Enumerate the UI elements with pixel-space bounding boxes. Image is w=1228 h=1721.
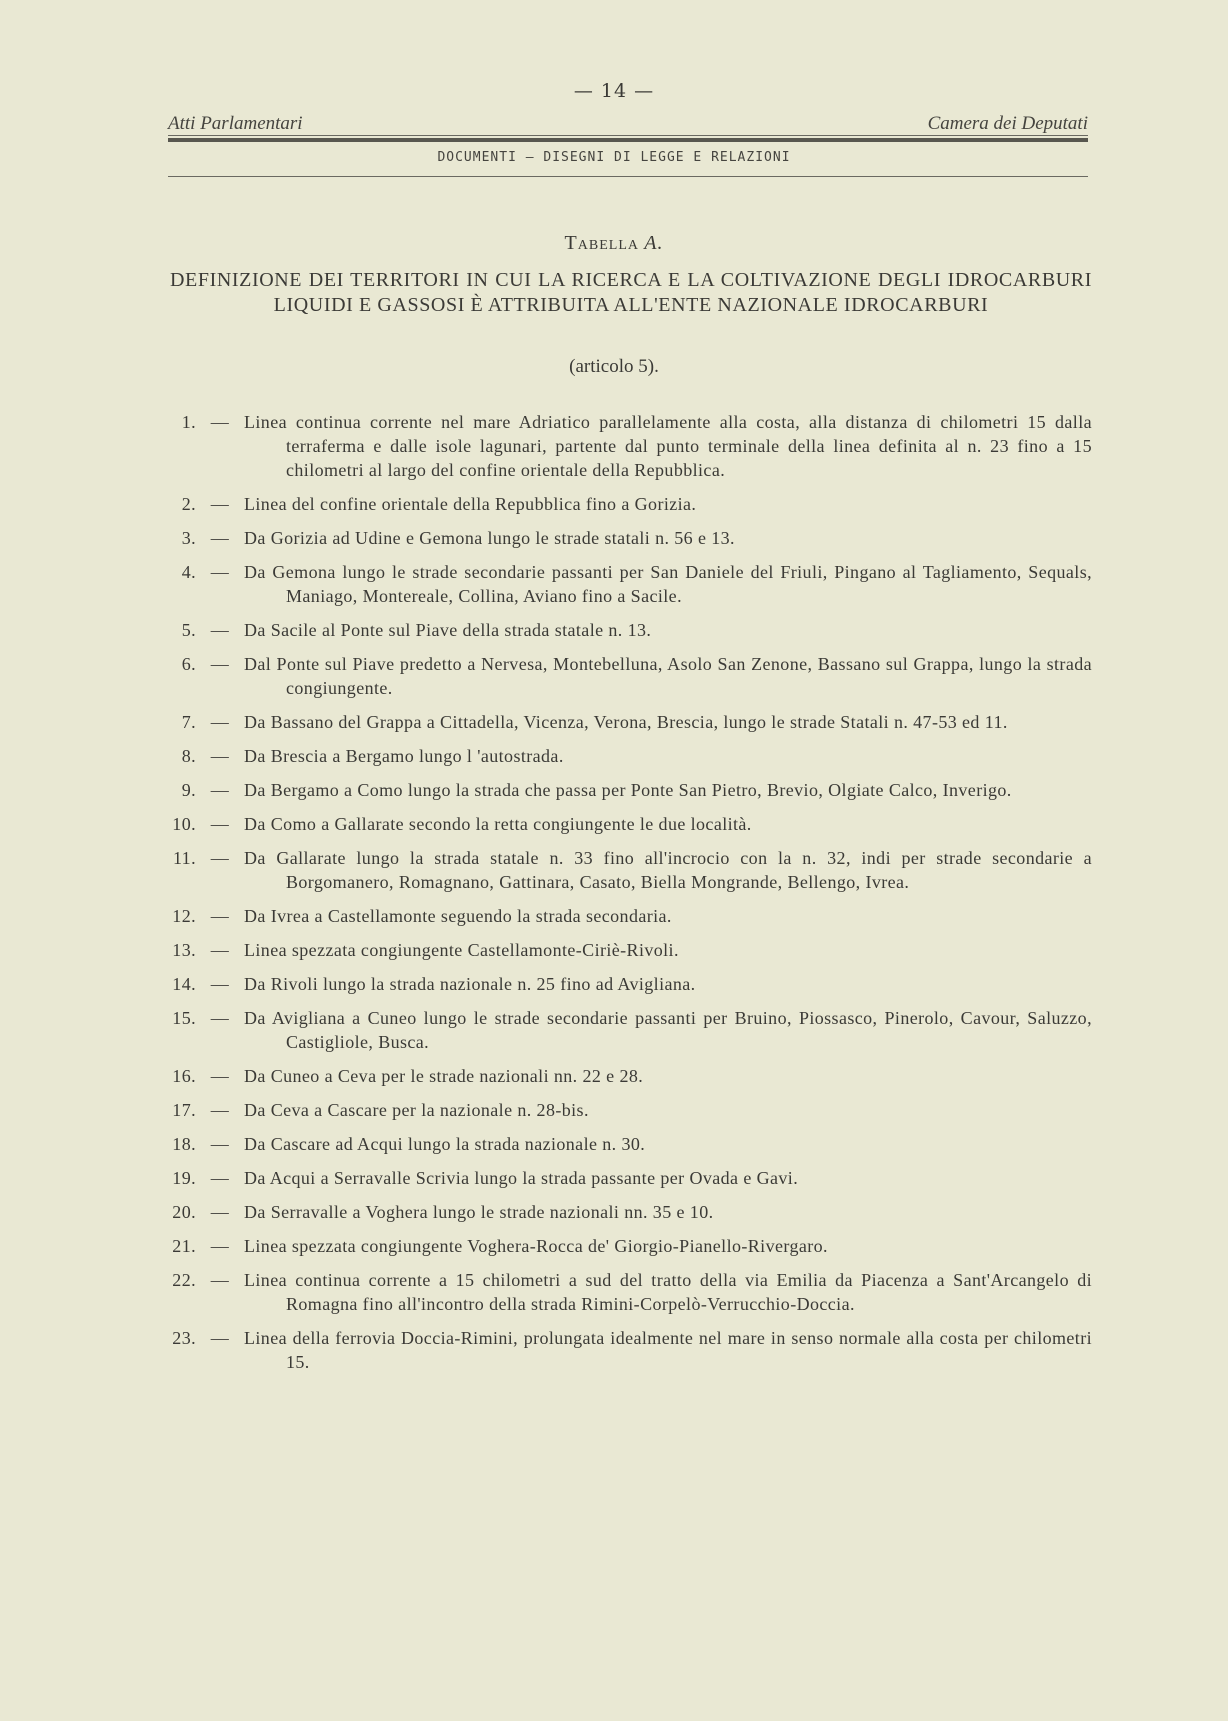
item-number: 11. <box>172 848 196 868</box>
list-item <box>170 778 1092 802</box>
list-item <box>170 1234 1092 1258</box>
header-rule-bottom <box>168 176 1088 177</box>
list-item <box>170 1132 1092 1156</box>
item-dash: — <box>210 814 230 834</box>
item-text: Da Gemona lungo le strade secondarie passanti per San Daniele del Friuli, Pingano al Tagliamento, Sequals, Maniago, Montereale, Collina, Aviano fino a Sacile. <box>244 562 1092 606</box>
item-dash: — <box>210 1236 230 1256</box>
item-number: 2. <box>181 494 196 514</box>
list-item <box>170 492 1092 516</box>
item-text: Linea spezzata congiungente Voghera-Rocca de' Giorgio-Pianello-Rivergaro. <box>244 1236 828 1256</box>
table-label <box>0 232 1228 255</box>
list-item <box>170 1268 1092 1316</box>
item-text: Da Bergamo a Como lungo la strada che passa per Ponte San Pietro, Brevio, Olgiate Calco, Inverigo. <box>244 780 1012 800</box>
item-number: 12. <box>172 906 196 926</box>
item-number: 1. <box>181 412 196 432</box>
item-dash: — <box>210 494 230 514</box>
list-item <box>170 812 1092 836</box>
item-dash: — <box>210 562 230 582</box>
item-dash: — <box>210 528 230 548</box>
item-text: Da Como a Gallarate secondo la retta congiungente le due località. <box>244 814 752 834</box>
item-number: 19. <box>172 1168 196 1188</box>
territory-list <box>170 410 1092 1384</box>
item-text: Da Acqui a Serravalle Scrivia lungo la strada passante per Ovada e Gavi. <box>244 1168 799 1188</box>
list-item <box>170 744 1092 768</box>
item-text: Da Gallarate lungo la strada statale n. 33 fino all'incrocio con la n. 32, indi per strade secondarie a Borgomanero, Romagnano, Gattinara, Casato, Biella Mongrande, Bellengo, Ivrea. <box>244 848 1092 892</box>
item-number: 20. <box>172 1202 196 1222</box>
table-title: DEFINIZIONE DEI TERRITORI IN CUI LA RICERCA E LA COLTIVAZIONE DEGLI IDROCARBURI LIQUIDI E GASSOSI È ATTRIBUITA ALL'ENTE NAZIONALE IDROCARBURI <box>170 269 1092 316</box>
table-label-letter: A. <box>644 232 664 254</box>
item-dash: — <box>210 620 230 640</box>
item-dash: — <box>210 940 230 960</box>
item-text: Da Cuneo a Ceva per le strade nazionali nn. 22 e 28. <box>244 1066 644 1086</box>
header-rule-top <box>168 135 1088 136</box>
list-item <box>170 526 1092 550</box>
item-number: 21. <box>172 1236 196 1256</box>
list-item <box>170 1326 1092 1374</box>
list-item <box>170 846 1092 894</box>
item-text: Linea della ferrovia Doccia-Rimini, prolungata idealmente nel mare in senso normale alla costa per chilometri 15. <box>244 1328 1092 1372</box>
list-item <box>170 710 1092 734</box>
page-number: — 14 — <box>573 80 655 102</box>
item-number: 16. <box>172 1066 196 1086</box>
item-dash: — <box>210 1066 230 1086</box>
list-item <box>170 1098 1092 1122</box>
item-number: 9. <box>181 780 196 800</box>
item-dash: — <box>210 1202 230 1222</box>
header-right-title: Camera dei Deputati <box>927 113 1088 134</box>
list-item <box>170 938 1092 962</box>
list-item <box>170 1166 1092 1190</box>
item-number: 10. <box>172 814 196 834</box>
item-number: 5. <box>181 620 196 640</box>
item-dash: — <box>210 906 230 926</box>
list-item <box>170 560 1092 608</box>
item-text: Da Bassano del Grappa a Cittadella, Vicenza, Verona, Brescia, lungo le strade Statali n. 47-53 ed 11. <box>244 712 1008 732</box>
list-item <box>170 618 1092 642</box>
item-number: 22. <box>172 1270 196 1290</box>
item-number: 8. <box>181 746 196 766</box>
list-item <box>170 410 1092 482</box>
item-text: Linea spezzata congiungente Castellamonte-Ciriè-Rivoli. <box>244 940 679 960</box>
header-rule-thick <box>168 138 1088 142</box>
item-text: Da Avigliana a Cuneo lungo le strade secondarie passanti per Bruino, Piossasco, Pinerolo, Cavour, Saluzzo, Castigliole, Busca. <box>244 1008 1092 1052</box>
table-subtitle: (articolo 5). <box>569 356 659 377</box>
item-text: Da Rivoli lungo la strada nazionale n. 25 fino ad Avigliana. <box>244 974 696 994</box>
header-left-title: Atti Parlamentari <box>168 113 303 134</box>
item-text: Da Cascare ad Acqui lungo la strada nazionale n. 30. <box>244 1134 646 1154</box>
item-dash: — <box>210 974 230 994</box>
item-text: Da Brescia a Bergamo lungo l 'autostrada. <box>244 746 564 766</box>
list-item <box>170 1064 1092 1088</box>
item-dash: — <box>210 412 230 432</box>
item-dash: — <box>210 1270 230 1290</box>
item-number: 6. <box>181 654 196 674</box>
item-number: 18. <box>172 1134 196 1154</box>
item-number: 14. <box>172 974 196 994</box>
item-dash: — <box>210 654 230 674</box>
item-text: Linea continua corrente a 15 chilometri a sud del tratto della via Emilia da Piacenza a Sant'Arcangelo di Romagna fino all'incontro della strada Rimini-Corpelò-Verrucchio-Doccia. <box>244 1270 1092 1314</box>
list-item <box>170 652 1092 700</box>
item-text: Linea continua corrente nel mare Adriatico parallelamente alla costa, alla distanza di chilometri 15 dalla terraferma e dalle isole lagunari, partente dal punto terminale della linea definita al n. 23 fino a 15 chilometri al largo del confine orientale della Repubblica. <box>244 412 1092 480</box>
item-number: 17. <box>172 1100 196 1120</box>
item-dash: — <box>210 712 230 732</box>
item-number: 15. <box>172 1008 196 1028</box>
item-text: Da Ceva a Cascare per la nazionale n. 28-bis. <box>244 1100 589 1120</box>
item-dash: — <box>210 1134 230 1154</box>
item-number: 3. <box>181 528 196 548</box>
item-text: Dal Ponte sul Piave predetto a Nervesa, Montebelluna, Asolo San Zenone, Bassano sul Grappa, lungo la strada congiungente. <box>244 654 1092 698</box>
item-text: Da Gorizia ad Udine e Gemona lungo le strade statali n. 56 e 13. <box>244 528 735 548</box>
list-item <box>170 972 1092 996</box>
section-title: DOCUMENTI — DISEGNI DI LEGGE E RELAZIONI <box>437 150 791 165</box>
item-text: Linea del confine orientale della Repubblica fino a Gorizia. <box>244 494 697 514</box>
list-item <box>170 904 1092 928</box>
item-number: 13. <box>172 940 196 960</box>
item-dash: — <box>210 746 230 766</box>
item-number: 4. <box>181 562 196 582</box>
item-number: 7. <box>181 712 196 732</box>
item-dash: — <box>210 848 230 868</box>
item-dash: — <box>210 1100 230 1120</box>
list-item <box>170 1006 1092 1054</box>
item-dash: — <box>210 1168 230 1188</box>
item-text: Da Ivrea a Castellamonte seguendo la strada secondaria. <box>244 906 672 926</box>
list-item <box>170 1200 1092 1224</box>
item-number: 23. <box>172 1328 196 1348</box>
table-label-prefix: Tabella <box>564 232 639 254</box>
item-dash: — <box>210 1008 230 1028</box>
item-dash: — <box>210 1328 230 1348</box>
item-dash: — <box>210 780 230 800</box>
item-text: Da Serravalle a Voghera lungo le strade nazionali nn. 35 e 10. <box>244 1202 714 1222</box>
item-text: Da Sacile al Ponte sul Piave della strada statale n. 13. <box>244 620 652 640</box>
